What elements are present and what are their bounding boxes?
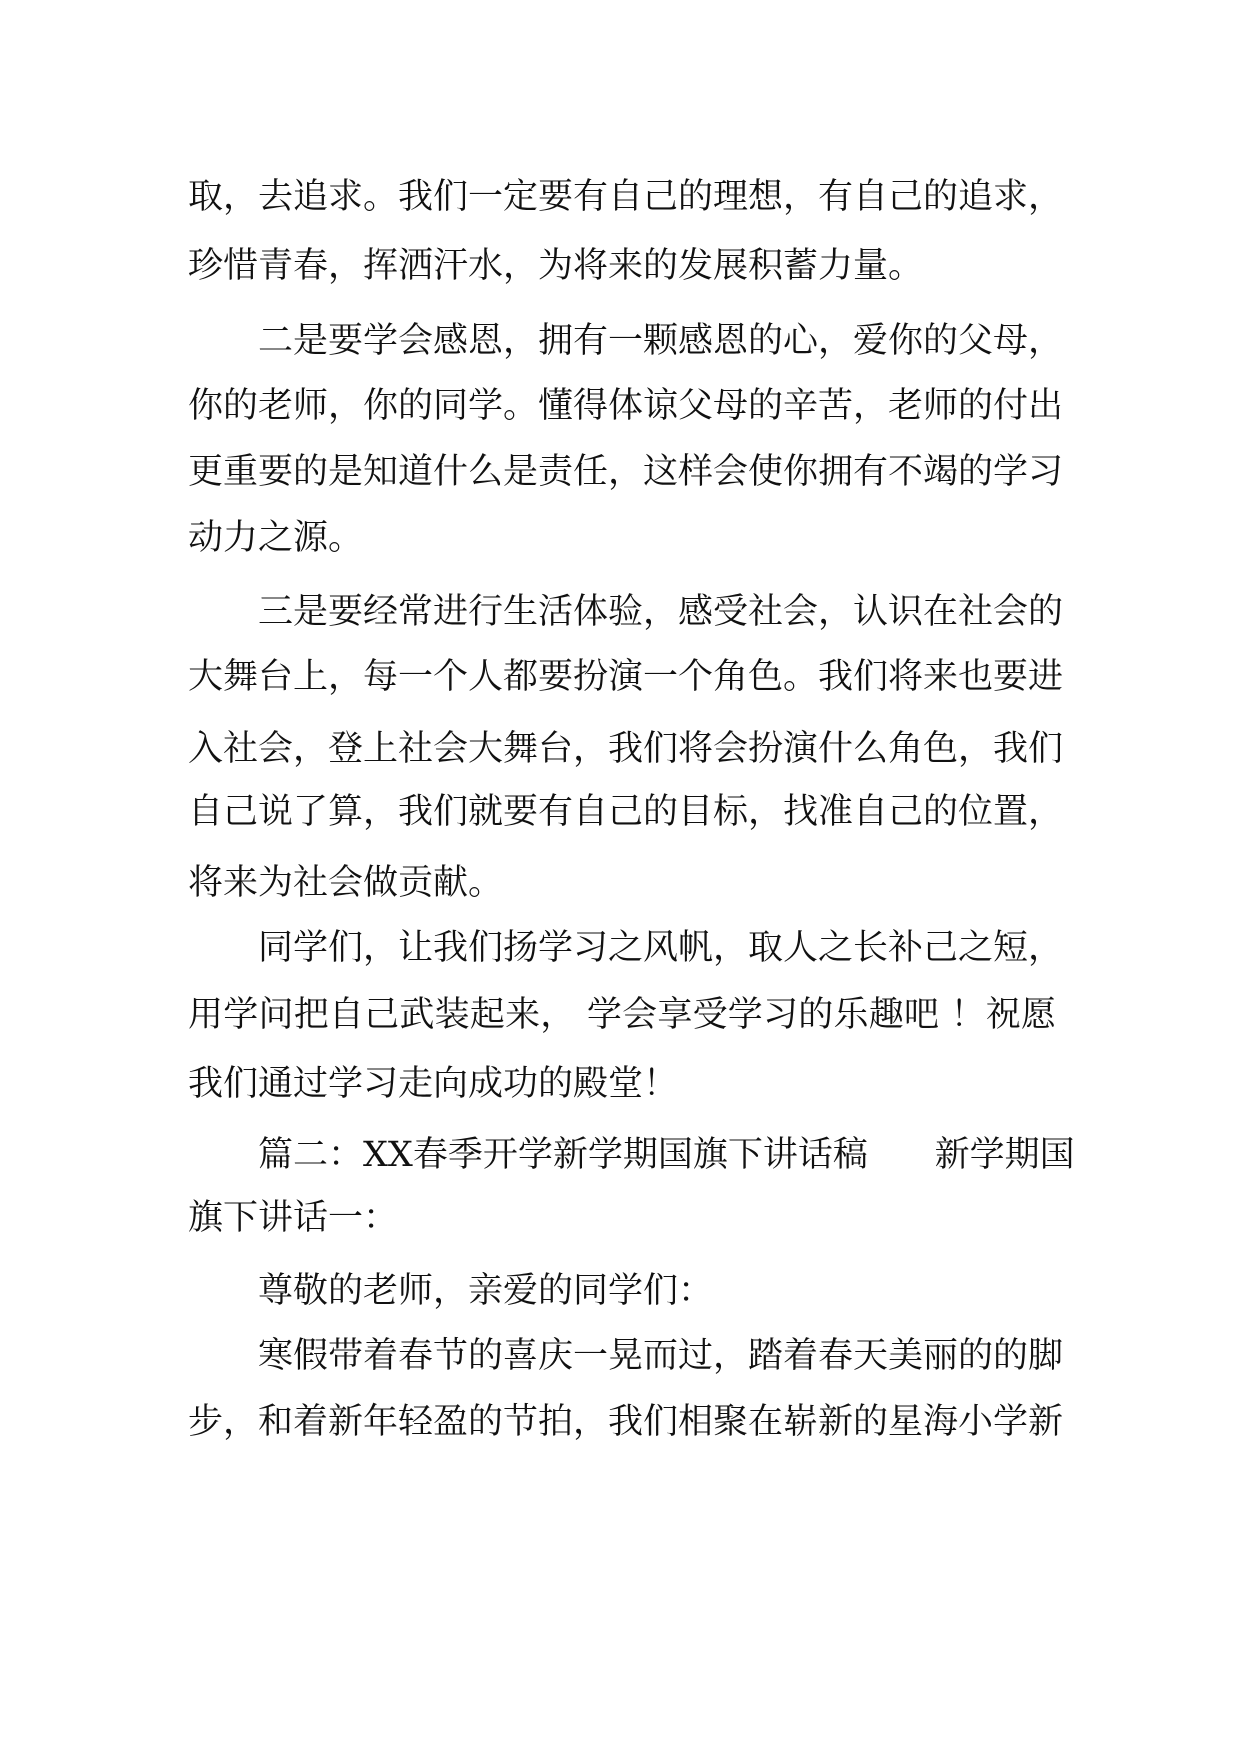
text-line: 更重要的是知道什么是责任，这样会使你拥有不竭的学习 [188,452,1064,492]
text-line: 动力之源。 [188,518,364,558]
text-line: 旗下讲话一： [188,1198,399,1238]
text-line: 你的老师，你的同学。懂得体谅父母的辛苦，老师的付出 [188,386,1064,426]
text-line: 自己说了算，我们就要有自己的目标，找准自己的位置， [188,792,1064,832]
text-line: 入社会，登上社会大舞台，我们将会扮演什么角色，我们 [188,729,1064,769]
text-line: 将来为社会做贡献。 [188,863,504,903]
text-line: 寒假带着春节的喜庆一晃而过，踏着春天美丽的的脚 [258,1336,1064,1376]
text-line: 大舞台上，每一个人都要扮演一个角色。我们将来也要进 [188,657,1064,697]
text-line: 珍惜青春，挥洒汗水，为将来的发展积蓄力量。 [188,246,924,286]
text-line: 步，和着新年轻盈的节拍，我们相聚在崭新的星海小学新 [188,1402,1064,1442]
text-line: 取，去追求。我们一定要有自己的理想，有自己的追求， [188,177,1064,217]
text-line: 篇二：XX春季开学新学期国旗下讲话稿 新学期国 [258,1135,1075,1175]
text-line: 三是要经常进行生活体验，感受社会，认识在社会的 [258,592,1064,632]
text-line: 同学们，让我们扬学习之风帆，取人之长补己之短， [258,928,1064,968]
text-line: 用学问把自己武装起来， 学会享受学习的乐趣吧 ！祝愿 [188,995,1056,1035]
text-line: 我们通过学习走向成功的殿堂！ [188,1064,679,1104]
text-line: 二是要学会感恩，拥有一颗感恩的心，爱你的父母， [258,321,1064,361]
text-line: 尊敬的老师，亲爱的同学们： [258,1271,714,1311]
